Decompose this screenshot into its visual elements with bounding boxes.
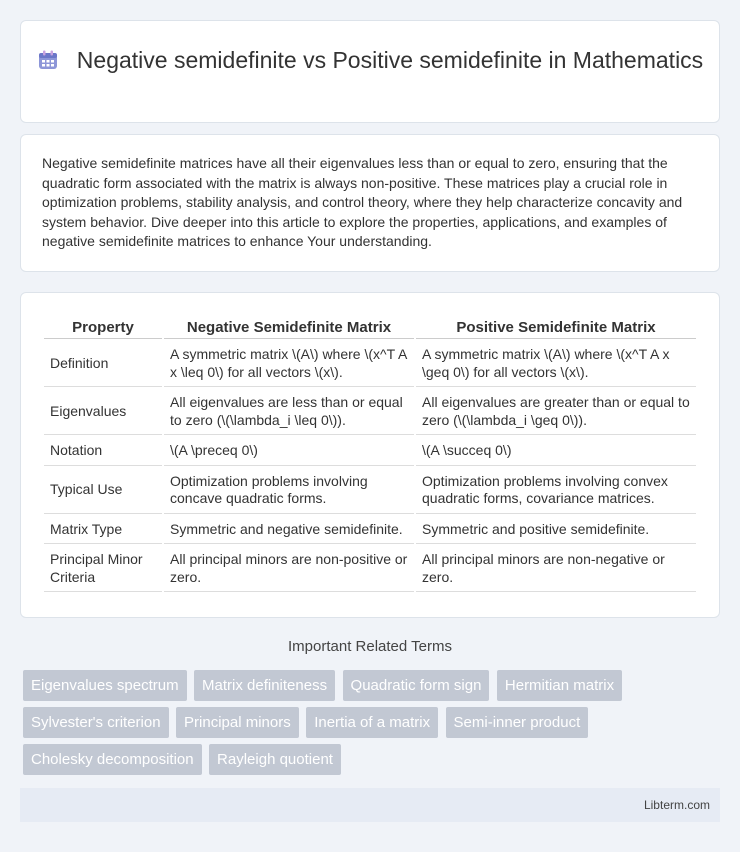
related-terms-title: Important Related Terms: [288, 638, 452, 655]
row-positive: All eigenvalues are greater than or equal to zero (\(\lambda_i \geq 0\)).: [416, 389, 696, 435]
header-positive: Positive Semidefinite Matrix: [416, 319, 696, 339]
row-positive: A symmetric matrix \(A\) where \(x^T A x \geq 0\) for all vectors \(x\).: [416, 341, 696, 387]
row-negative: Optimization problems involving concave quadratic forms.: [164, 468, 414, 514]
comparison-table: [42, 317, 698, 594]
table-header-row: [44, 319, 696, 339]
page-title-row: [21, 46, 719, 75]
comparison-card: [20, 292, 720, 618]
related-term-tag[interactable]: Semi-inner product: [446, 707, 589, 738]
calendar-icon: [37, 49, 59, 71]
related-term-tag[interactable]: Eigenvalues spectrum: [23, 670, 187, 701]
row-positive: Optimization problems involving convex quadratic forms, covariance matrices.: [416, 468, 696, 514]
row-property: Eigenvalues: [44, 389, 162, 435]
row-property: Notation: [44, 437, 162, 466]
intro-paragraph: Negative semidefinite matrices have all their eigenvalues less than or equal to zero, ensuring that the quadratic form associated with the matrix is always non-positive. These matrices play a crucial role in optimization problems, stability analysis, and control theory, where they help characterize concavity and system behavior. Dive deeper into this article to explore the properties, applications, and examples of negative semidefinite matrices to enhance Your understanding.: [42, 155, 683, 250]
related-term-tag[interactable]: Quadratic form sign: [343, 670, 490, 701]
related-term-tag[interactable]: Hermitian matrix: [497, 670, 622, 701]
table-row: [44, 437, 696, 466]
header-negative: Negative Semidefinite Matrix: [164, 319, 414, 339]
row-negative: All principal minors are non-positive or zero.: [164, 546, 414, 592]
row-positive: All principal minors are non-negative or zero.: [416, 546, 696, 592]
related-term-tag[interactable]: Sylvester's criterion: [23, 707, 169, 738]
row-negative: A symmetric matrix \(A\) where \(x^T A x \leq 0\) for all vectors \(x\).: [164, 341, 414, 387]
related-term-tag[interactable]: Inertia of a matrix: [306, 707, 438, 738]
row-property: Typical Use: [44, 468, 162, 514]
related-term-tag[interactable]: Matrix definiteness: [194, 670, 335, 701]
table-row: [44, 468, 696, 514]
row-negative: \(A \preceq 0\): [164, 437, 414, 466]
row-positive: \(A \succeq 0\): [416, 437, 696, 466]
footer: [20, 788, 720, 822]
header-property: Property: [44, 319, 162, 339]
row-negative: Symmetric and negative semidefinite.: [164, 516, 414, 545]
table-row: [44, 389, 696, 435]
related-term-tag[interactable]: Principal minors: [176, 707, 299, 738]
title-card: [20, 20, 720, 123]
table-row: [44, 546, 696, 592]
row-property: Definition: [44, 341, 162, 387]
related-term-tag[interactable]: Rayleigh quotient: [209, 744, 341, 775]
page-title: Negative semidefinite vs Positive semidefinite in Mathematics: [76, 47, 704, 73]
row-property: Principal Minor Criteria: [44, 546, 162, 592]
intro-card: [20, 134, 720, 272]
related-term-tag[interactable]: Cholesky decomposition: [23, 744, 202, 775]
table-row: [44, 516, 696, 545]
table-row: [44, 341, 696, 387]
row-property: Matrix Type: [44, 516, 162, 545]
row-positive: Symmetric and positive semidefinite.: [416, 516, 696, 545]
footer-site-link[interactable]: Libterm.com: [643, 798, 710, 812]
related-terms-list: [23, 670, 723, 781]
row-negative: All eigenvalues are less than or equal to zero (\(\lambda_i \leq 0\)).: [164, 389, 414, 435]
